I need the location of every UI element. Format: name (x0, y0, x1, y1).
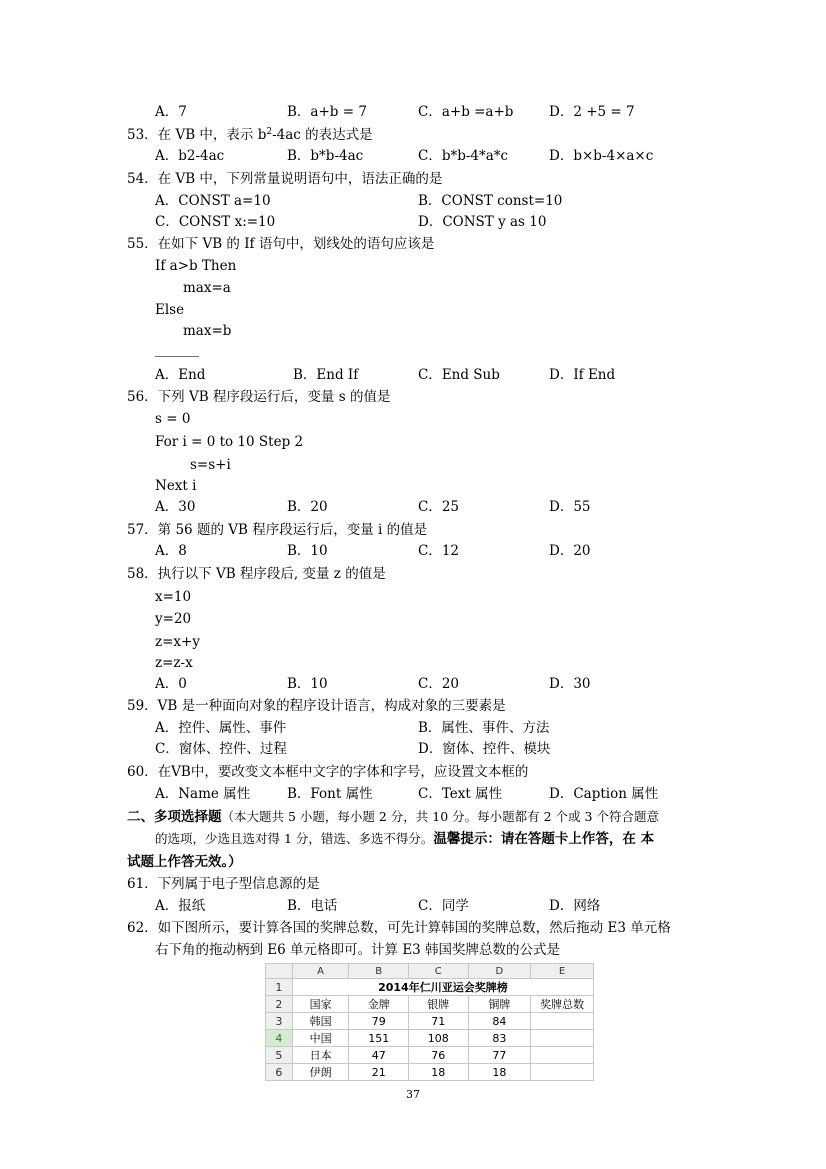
q56-option-c: C．25 (418, 499, 460, 515)
q58-stem: 58．执行以下 VB 程序段后, 变量 z 的值是 (127, 566, 386, 582)
q57-stem: 57．第 56 题的 VB 程序段运行后，变量 i 的值是 (127, 522, 428, 538)
row-number: 2 (266, 996, 293, 1013)
q56-option-a: A．30 (155, 499, 196, 515)
q58-option-a: A．0 (155, 676, 187, 692)
table-cell (531, 1030, 594, 1047)
corner-cell (266, 964, 293, 979)
section2-title: 二、多项选择题 (127, 809, 222, 825)
q58-option-c: C．20 (418, 676, 460, 692)
row-number: 3 (266, 1013, 293, 1030)
q55-option-d: D．If End (549, 367, 616, 383)
table-cell: 日本 (292, 1047, 349, 1064)
q56-stem: 56．下列 VB 程序段运行后，变量 s 的值是 (127, 389, 391, 405)
column-header-c: C (409, 964, 469, 979)
header-cell-silver: 银牌 (409, 996, 469, 1013)
q56-code-line-4: Next i (155, 478, 197, 494)
q53-stem-post: -4ac 的表达式是 (272, 127, 373, 143)
q59-option-d: D．窗体、控件、模块 (418, 741, 551, 757)
q55-option-a: A．End (155, 367, 206, 383)
q59-option-b: B．属性、事件、方法 (418, 720, 550, 736)
column-header-b: B (349, 964, 409, 979)
q60-option-b: B．Font 属性 (287, 786, 373, 802)
q53-stem (127, 126, 373, 144)
q56-option-b: B．20 (287, 499, 328, 515)
header-cell-country: 国家 (292, 996, 349, 1013)
table-cell: 108 (409, 1030, 469, 1047)
q55-code-line-4: max=b (183, 323, 232, 339)
q55-code-line-2: max=a (183, 280, 231, 296)
table-cell: 中国 (292, 1030, 349, 1047)
q58-code-line-2: y=20 (155, 611, 192, 627)
section2-line-2 (155, 830, 654, 848)
table-cell: 151 (349, 1030, 409, 1047)
section2-tip: 温馨提示：请在答题卡上作答，在 本 (433, 831, 655, 847)
q55-option-b: B．End If (293, 367, 359, 383)
q56-option-d: D．55 (549, 499, 591, 515)
q56-code-line-1: s = 0 (155, 411, 191, 427)
q60-option-a: A．Name 属性 (155, 786, 251, 802)
q54-option-b: B．CONST const=10 (418, 193, 563, 209)
q61-option-c: C．同学 (418, 898, 469, 914)
q52-option-c: C．a+b =a+b (418, 104, 514, 120)
q54-option-c: C．CONST x:=10 (155, 214, 276, 230)
section2-note-2: 的选项，少选且选对得 1 分，错选、多选不得分。 (155, 831, 434, 846)
header-cell-bronze: 铜牌 (468, 996, 531, 1013)
q58-code-line-4: z=z-x (155, 655, 193, 671)
header-cell-total: 奖牌总数 (531, 996, 594, 1013)
spreadsheet-table (265, 963, 594, 1081)
q61-stem: 61．下列属于电子型信息源的是 (127, 876, 320, 892)
q55-code-line-1: If a>b Then (155, 258, 237, 274)
table-cell: 83 (468, 1030, 531, 1047)
q58-code-line-1: x=10 (155, 589, 192, 605)
q54-option-a: A．CONST a=10 (155, 193, 271, 209)
header-cell-gold: 金牌 (349, 996, 409, 1013)
table-cell (531, 1013, 594, 1030)
q61-option-b: B．电话 (287, 898, 338, 914)
column-header-e: E (531, 964, 594, 979)
q59-option-a: A．控件、属性、事件 (155, 720, 287, 736)
q53-stem-pre: 53．在 VB 中，表示 b (127, 127, 267, 143)
table-cell: 79 (349, 1013, 409, 1030)
q55-option-c: C．End Sub (418, 367, 500, 383)
row-number: 1 (266, 979, 293, 996)
q54-option-d: D．CONST y as 10 (418, 214, 547, 230)
column-header-d: D (468, 964, 531, 979)
table-row (266, 1064, 594, 1081)
table-cell (531, 1047, 594, 1064)
q56-code-line-2: For i = 0 to 10 Step 2 (155, 434, 304, 450)
table-row (266, 1030, 594, 1047)
table-cell: 韩国 (292, 1013, 349, 1030)
q53-option-d: D．b×b-4×a×c (549, 148, 654, 164)
q57-option-b: B．10 (287, 543, 328, 559)
table-cell: 18 (409, 1064, 469, 1081)
q58-option-b: B．10 (287, 676, 328, 692)
spreadsheet-figure (265, 963, 594, 1079)
q62-stem-line-2: 右下角的拖动柄到 E6 单元格即可。计算 E3 韩国奖牌总数的公式是 (155, 942, 561, 958)
q52-option-b: B．a+b = 7 (287, 104, 367, 120)
table-cell: 84 (468, 1013, 531, 1030)
sheet-title-cell: 2014年仁川亚运会奖牌榜 (292, 979, 593, 996)
page-number: 37 (406, 1088, 420, 1101)
q54-stem: 54．在 VB 中，下列常量说明语句中，语法正确的是 (127, 171, 443, 187)
table-cell: 18 (468, 1064, 531, 1081)
q58-option-d: D．30 (549, 676, 591, 692)
q60-stem: 60．在VB中，要改变文本框中文字的字体和字号，应设置文本框的 (127, 764, 529, 780)
q53-stem-sup: 2 (266, 127, 273, 137)
sheet-row-1 (266, 979, 594, 996)
q53-option-a: A．b2-4ac (155, 148, 225, 164)
q52-option-a: A．7 (155, 104, 187, 120)
q58-code-line-3: z=x+y (155, 634, 200, 650)
q61-option-d: D．网络 (549, 898, 601, 914)
column-header-a: A (292, 964, 349, 979)
table-cell: 21 (349, 1064, 409, 1081)
q59-stem: 59．VB 是一种面向对象的程序设计语言，构成对象的三要素是 (127, 698, 506, 714)
table-cell: 伊朗 (292, 1064, 349, 1081)
q61-option-a: A．报纸 (155, 898, 206, 914)
column-header-row (266, 964, 594, 979)
row-number: 5 (266, 1047, 293, 1064)
q60-option-c: C．Text 属性 (418, 786, 503, 802)
section2-note-1: （本大题共 5 小题，每小题 2 分，共 10 分。每小题都有 2 个或 3 个符合题意 (221, 809, 659, 824)
table-row (266, 1047, 594, 1064)
q52-option-d: D．2 +5 = 7 (549, 104, 635, 120)
table-cell (531, 1064, 594, 1081)
q56-code-line-3: s=s+i (190, 457, 231, 473)
table-cell: 47 (349, 1047, 409, 1064)
section2-heading (127, 808, 659, 826)
q55-stem: 55．在如下 VB 的 If 语句中，划线处的语句应该是 (127, 236, 435, 252)
q53-option-c: C．b*b-4*a*c (418, 148, 509, 164)
q55-blank-underline (155, 356, 199, 357)
table-cell: 71 (409, 1013, 469, 1030)
q57-option-a: A．8 (155, 543, 187, 559)
row-number: 6 (266, 1064, 293, 1081)
table-cell: 77 (468, 1047, 531, 1064)
row-number-selected: 4 (266, 1030, 293, 1047)
sheet-row-2 (266, 996, 594, 1013)
q62-stem-line-1: 62．如下图所示，要计算各国的奖牌总数，可先计算韩国的奖牌总数，然后拖动 E3 单元格 (127, 920, 671, 936)
q59-option-c: C．窗体、控件、过程 (155, 741, 287, 757)
q57-option-d: D．20 (549, 543, 591, 559)
section2-tip-2: 试题上作答无效。） (127, 854, 242, 870)
q55-code-line-3: Else (155, 302, 185, 318)
table-cell: 76 (409, 1047, 469, 1064)
table-row (266, 1013, 594, 1030)
q60-option-d: D．Caption 属性 (549, 786, 659, 802)
q57-option-c: C．12 (418, 543, 460, 559)
q53-option-b: B．b*b-4ac (287, 148, 364, 164)
